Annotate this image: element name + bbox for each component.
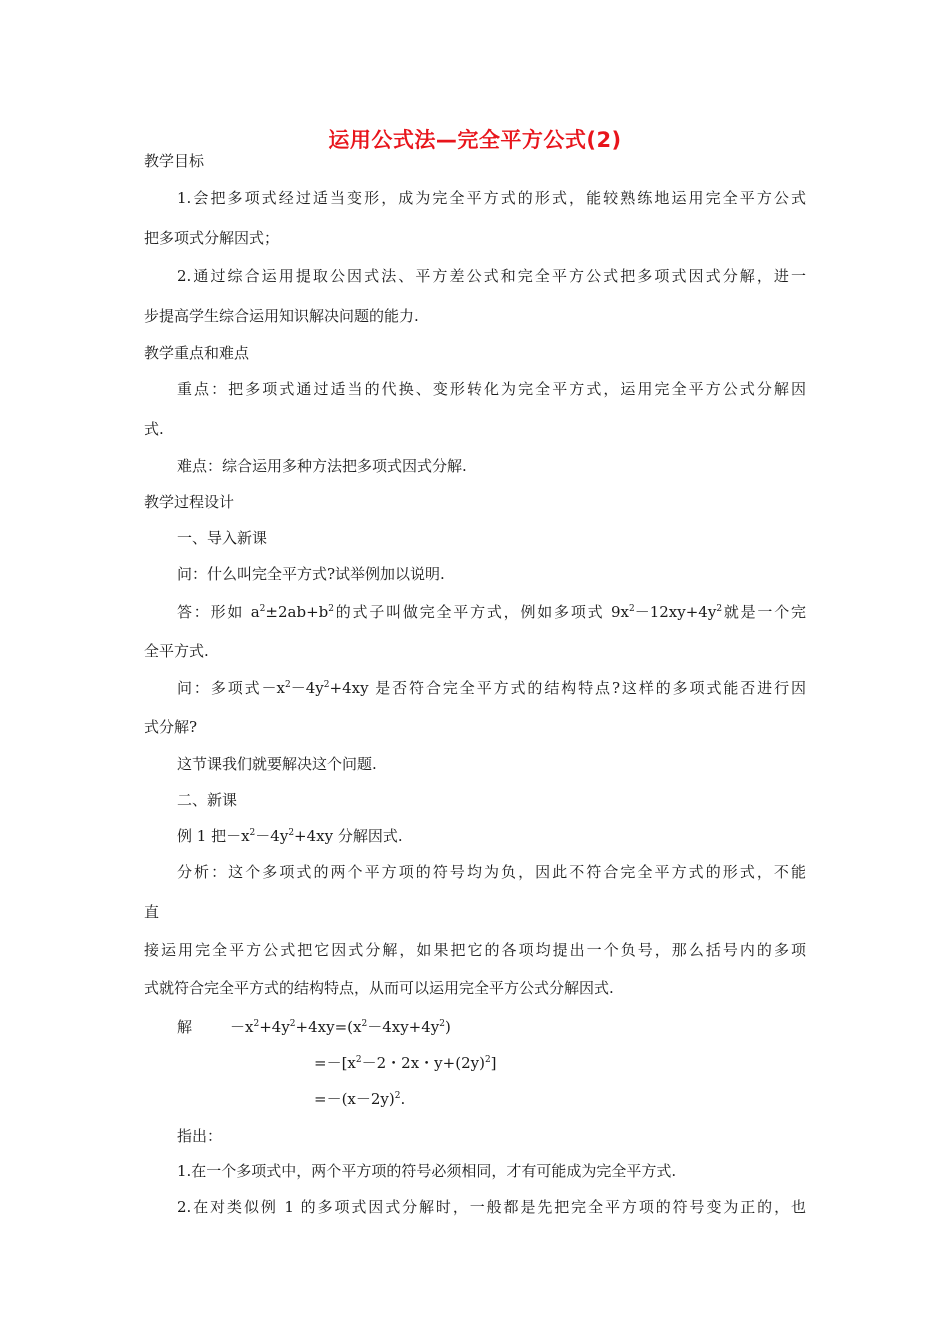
solution-step-3: $=-(x-2y)^2$. [314,1090,406,1108]
intro-note: 这节课我们就要解决这个问题. [177,755,377,773]
question-2-line-2: 式分解? [144,718,198,736]
section-heading-keypoints: 教学重点和难点 [144,344,250,362]
goal-2-line-1: 2.通过综合运用提取公因式法、平方差公式和完全平方公式把多项式因式分解，进一 [177,267,806,285]
solution-label: 解 [177,1018,193,1036]
point-heading: 指出： [177,1127,223,1145]
section-heading-process: 教学过程设计 [144,493,235,511]
point-1: 1.在一个多项式中，两个平方项的符号必须相同，才有可能成为完全平方式. [177,1162,677,1180]
goal-1-line-2: 把多项式分解因式； [144,229,280,247]
keypoint-line-2: 式. [144,420,164,438]
point-2: 2.在对类似例 1 的多项式因式分解时，一般都是先把完全平方项的符号变为正的，也 [177,1198,806,1216]
goal-1-line-1: 1.会把多项式经过适当变形，成为完全平方式的形式，能较熟练地运用完全平方公式 [177,189,806,207]
section-heading-goals: 教学目标 [144,152,205,170]
intro-heading: 一、导入新课 [177,529,268,547]
answer-1-line-1: 答：形如 $a^2\pm 2ab+b^2$的式子叫做完全平方式，例如多项式 $9x^2-12xy+4y^2$就是一个完 [177,603,806,621]
analysis-line-1: 分析：这个多项式的两个平方项的符号均为负，因此不符合完全平方式的形式，不能 [177,863,806,881]
keypoint-line-1: 重点：把多项式通过适当的代换、变形转化为完全平方式，运用完全平方公式分解因 [177,380,806,398]
question-1: 问：什么叫完全平方式?试举例加以说明. [177,565,445,583]
analysis-line-2: 直 [144,903,160,921]
solution-step-1: $-x^2+4y^2+4xy=(x^2-4xy+4y^2)$ [230,1018,451,1036]
solution-step-2: $=-[x^2-2$・2x・$y+(2y)^2$] [314,1054,497,1072]
question-2-line-1: 问：多项式$-x^2-4y^2+4xy$ 是否符合完全平方式的结构特点?这样的多项式能否进行因 [177,679,807,697]
analysis-line-4: 式就符合完全平方式的结构特点，从而可以运用完全平方公式分解因式. [144,979,614,997]
new-lesson-heading: 二、新课 [177,791,238,809]
difficulty-line: 难点：综合运用多种方法把多项式因式分解. [177,457,467,475]
answer-1-line-2: 全平方式. [144,642,209,660]
analysis-line-3: 接运用完全平方公式把它因式分解，如果把它的各项均提出一个负号，那么括号内的多项 [144,941,806,959]
document-title: 运用公式法—完全平方公式(2) [328,128,622,152]
example-1: 例 1 把$-x^2-4y^2+4xy$ 分解因式. [177,827,403,845]
goal-2-line-2: 步提高学生综合运用知识解决问题的能力. [144,307,419,325]
